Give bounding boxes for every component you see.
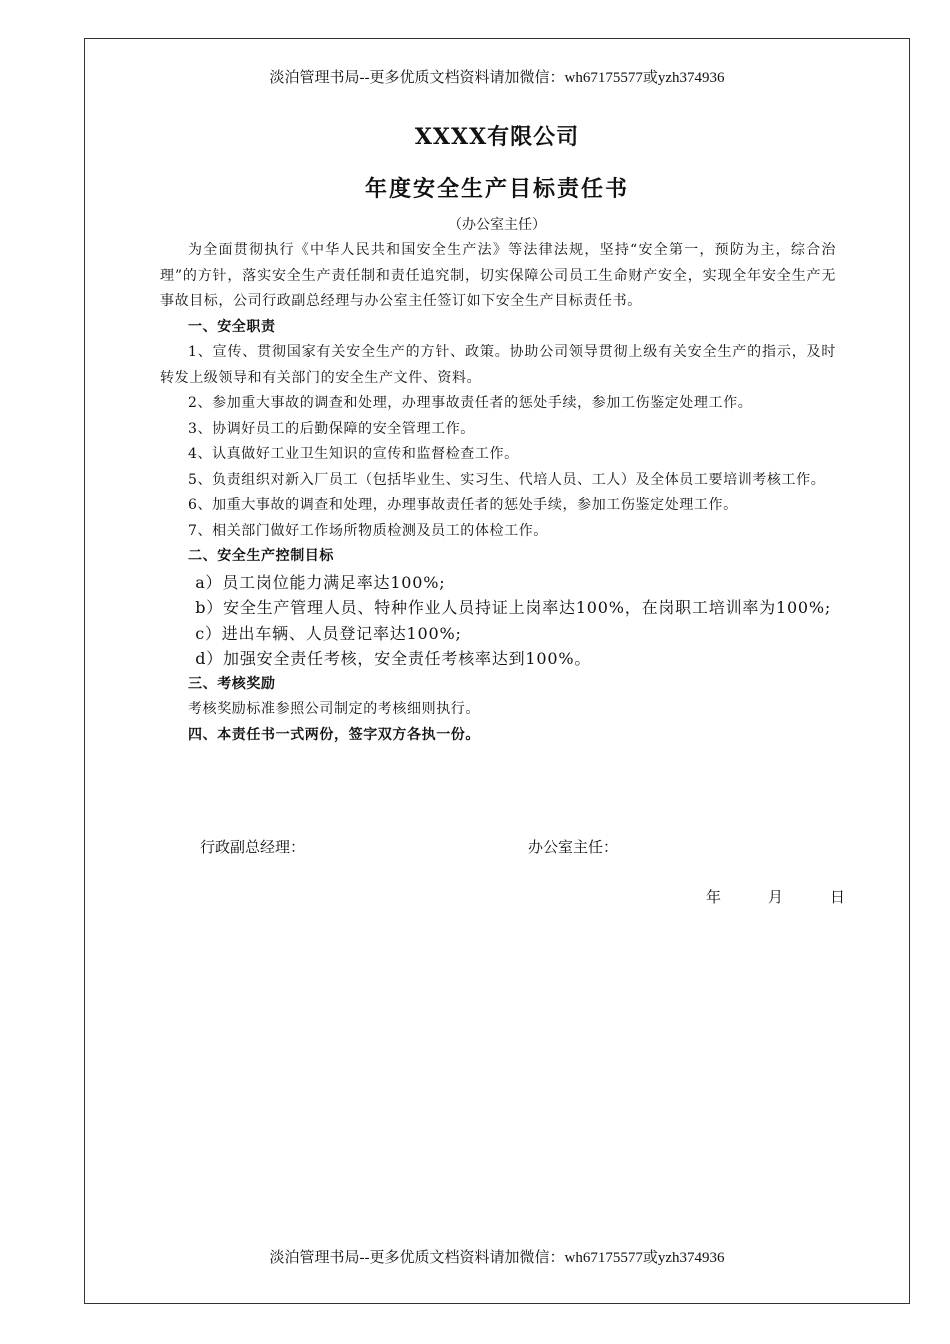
document-subtitle: （办公室主任） [448,217,546,233]
signature-right-label: 办公室主任： [528,838,619,856]
signature-left-label: 行政副总经理： [200,838,306,856]
date-row [706,886,892,907]
list-item: 2、参加重大事故的调查和处理，办理事故责任者的惩处手续，参加工伤鉴定处理工作。 [188,395,753,411]
list-item: 1、宣传、贯彻国家有关安全生产的方针、政策。协助公司领导贯彻上级有关安全生产的指示，及时转发上级领导和有关部门的安全生产文件、资料。 [160,344,836,386]
section-text: 考核奖励标准参照公司制定的考核细则执行。 [188,701,480,717]
section-heading: 一、安全职责 [188,318,276,335]
date-month: 月 [768,888,784,906]
company-name: XXXX有限公司 [414,124,580,150]
section-heading: 三、考核奖励 [188,675,276,692]
document-body [160,238,836,748]
section-heading: 四、本责任书一式两份，签字双方各执一份。 [188,726,480,743]
page-footer: 淡泊管理书局--更多优质文档资料请加微信：wh67175577或yzh374936 [269,1250,725,1266]
intro-paragraph: 为全面贯彻执行《中华人民共和国安全生产法》等法律法规，坚持“安全第一，预防为主，综合治理”的方针，落实安全生产责任制和责任追究制，切实保障公司员工生命财产安全，实现全年安全生产无事故目标，公司行政副总经理与办公室主任签订如下安全生产目标责任书。 [160,242,836,309]
list-item: c）进出车辆、人员登记率达100%; [195,623,462,643]
date-year: 年 [706,888,722,906]
date-day: 日 [830,888,846,906]
list-item: d）加强安全责任考核，安全责任考核率达到100%。 [195,649,592,668]
list-item: 4、认真做好工业卫生知识的宣传和监督检查工作。 [188,446,519,462]
page-header: 淡泊管理书局--更多优质文档资料请加微信：wh67175577或yzh374936 [269,70,725,86]
section-heading: 二、安全生产控制目标 [188,548,334,564]
document-title: 年度安全生产目标责任书 [364,176,629,202]
list-item: 5、负责组织对新入厂员工（包括毕业生、实习生、代培人员、工人）及全体员工要培训考核工作。 [188,471,826,488]
list-item: a）员工岗位能力满足率达100%; [195,572,446,592]
list-item: b）安全生产管理人员、特种作业人员持证上岗率达100%，在岗职工培训率为100%; [195,598,832,617]
list-item: 3、协调好员工的后勤保障的安全管理工作。 [188,420,475,437]
list-item: 6、加重大事故的调查和处理，办理事故责任者的惩处手续，参加工伤鉴定处理工作。 [188,497,738,513]
list-item: 7、相关部门做好工作场所物质检测及员工的体检工作。 [188,522,548,539]
